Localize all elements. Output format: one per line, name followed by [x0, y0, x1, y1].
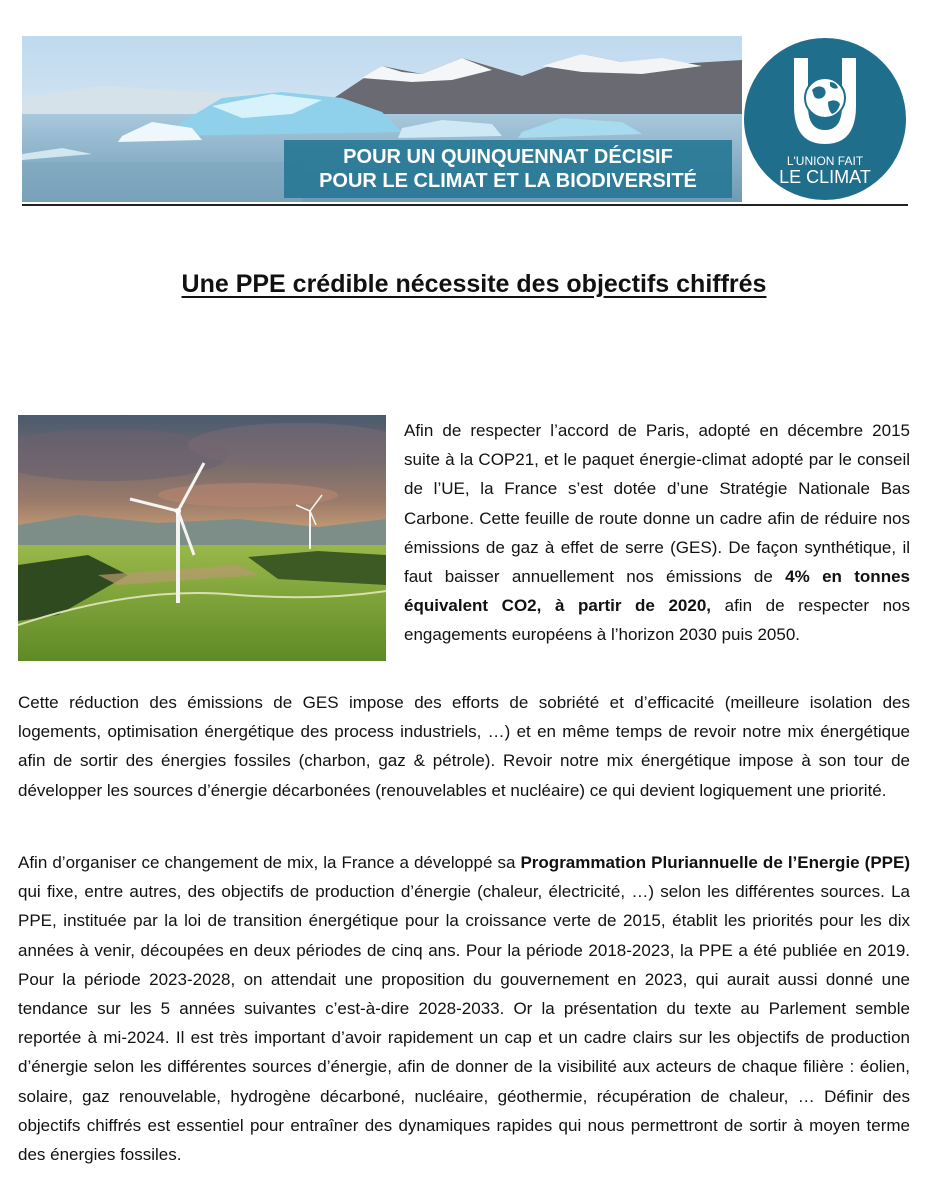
p3-bold-ppe: Programmation Pluriannuelle de l’Energie (PPE) [520, 853, 910, 872]
paragraph-emission-reduction: Cette réduction des émissions de GES impose des efforts de sobriété et d’efficacité (meilleure isolation des logements, optimisation énergétique des process industriels, …) et en même temps de revoir notre mix énergétique afin de sortir des énergies fossiles (charbon, gaz & pétrole). Revoir notre mix énergétique impose à son tour de développer les sources d’énergie décarbonées (renouvelables et nucléaire) ce qui devient logiquement une priorité. [18, 693, 910, 800]
p1-text-a: Afin de respecter l’accord de Paris, adopté en décembre 2015 suite à la COP21, et le paquet énergie-climat adopté par le conseil de l’UE, la France s’est dotée d’une Stratégie Nationale Bas Carbone. Cette feuille de route donne un cadre afin de réduire nos émissions de gaz à effet de serre (GES). De façon synthétique, il faut baisser annuellement nos émissions de [404, 421, 910, 587]
p1-bold-target: 4% en tonnes équivalent CO2, à partir de 2020, [404, 567, 910, 616]
p3-text-b: qui fixe, entre autres, des objectifs de production d’énergie (chaleur, électricité, …) selon les différentes sources. La PPE, instituée par la loi de transition énergétique pour la croissance verte de 2015, établit les priorités pour les dix années à venir, découpées en deux périodes de cinq ans. Pour la période 2018-2023, la PPE a été publiée en 2019. Pour la période 2023-2028, on attendait une proposition du gouvernement en 2023, qui aurait aussi donné une tendance sur les 5 années suivantes c’est-à-dire 2028-2033. Or la présentation du texte au Parlement semble reportée à mi-2024. Il est très important d’avoir rapidement un cap et un cadre clairs sur les objectifs de production d’énergie selon les différentes sources d’énergie, afin de donner de la visibilité aux acteurs de chaque filière : éolien, solaire, gaz renouvelable, hydrogène décarboné, nucléaire, géothermie, récupération de chaleur, … Définir des objectifs chiffrés est essentiel pour entraîner des dynamiques rapides qui nous permettront de sortir à moyen terme des énergies fossiles. [18, 882, 910, 1165]
p3-text-a: Afin d’organiser ce changement de mix, la France a développé sa [18, 853, 521, 872]
logo-text-line1: L'UNION FAIT [786, 154, 864, 168]
union-fait-le-climat-logo [742, 36, 908, 202]
paragraph-paris-agreement [404, 416, 910, 650]
banner-slogan-line1: POUR UN QUINQUENNAT DÉCISIF [343, 146, 673, 168]
wind-turbine-image [18, 415, 386, 661]
wind-turbine-photo [18, 415, 386, 661]
banner-slogan [284, 140, 732, 198]
header-divider [22, 204, 908, 206]
header-banner [22, 36, 742, 202]
paragraph-ppe [18, 848, 910, 1169]
p1-text-b: afin de respecter nos engagements européens à l’horizon 2030 puis 2050. [404, 596, 911, 645]
logo-text-line2: LE CLIMAT [779, 167, 871, 187]
banner-slogan-line2: POUR LE CLIMAT ET LA BIODIVERSITÉ [319, 170, 697, 192]
page-title: Une PPE crédible nécessite des objectifs chiffrés [181, 270, 767, 298]
